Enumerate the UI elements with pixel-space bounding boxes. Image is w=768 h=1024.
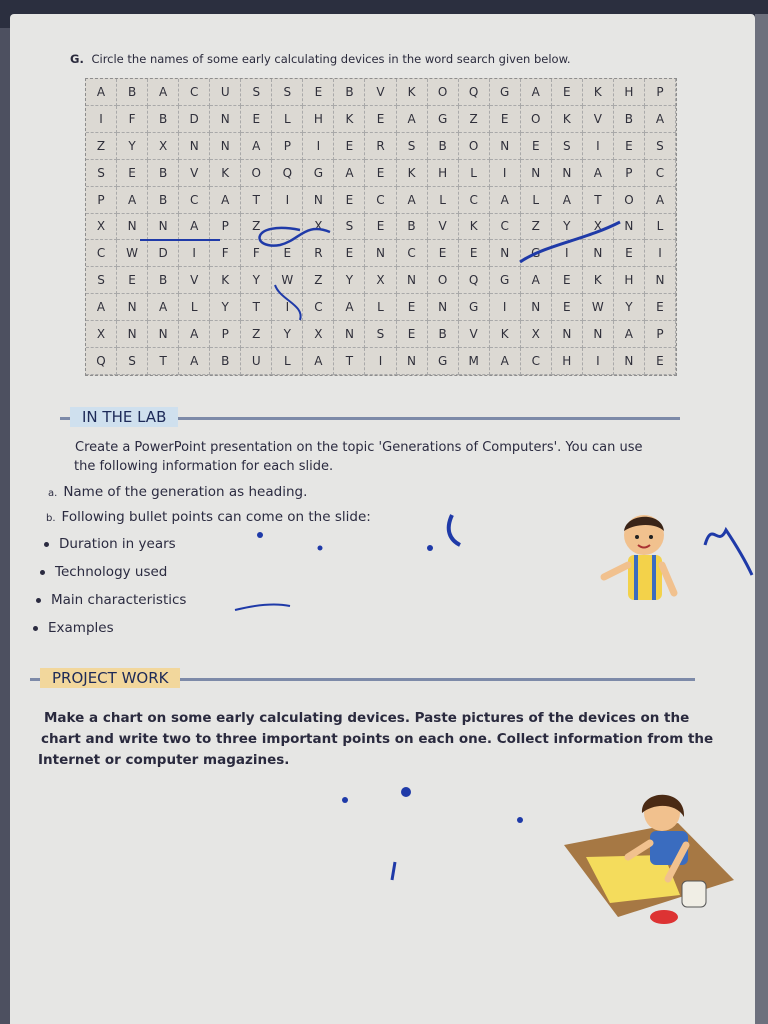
in-the-lab-banner (60, 407, 680, 427)
grid-cell: N (148, 321, 179, 348)
grid-cell: A (210, 187, 241, 214)
grid-cell: N (428, 294, 459, 321)
grid-cell: E (552, 79, 583, 106)
grid-cell: W (272, 267, 303, 294)
grid-cell: C (179, 187, 210, 214)
grid-cell: A (334, 160, 365, 187)
grid-cell: N (490, 240, 521, 267)
grid-cell: Q (459, 267, 490, 294)
boy-illustration (596, 505, 688, 615)
grid-cell: V (179, 267, 210, 294)
grid-cell: H (552, 348, 583, 375)
word-search-grid (85, 78, 677, 376)
grid-cell: Z (521, 214, 552, 241)
grid-cell: A (583, 160, 614, 187)
grid-cell: V (179, 160, 210, 187)
grid-cell: A (179, 348, 210, 375)
grid-cell: E (241, 106, 272, 133)
grid-cell: E (397, 294, 428, 321)
grid-cell: N (210, 106, 241, 133)
grid-cell: B (148, 267, 179, 294)
grid-cell: B (148, 160, 179, 187)
grid-cell: T (241, 294, 272, 321)
grid-cell: C (521, 348, 552, 375)
bullet-examples: Examples (48, 620, 114, 636)
grid-cell: A (86, 79, 117, 106)
grid-cell: I (272, 187, 303, 214)
grid-cell: K (552, 106, 583, 133)
grid-cell: C (397, 240, 428, 267)
grid-cell: A (552, 187, 583, 214)
grid-cell: Y (241, 267, 272, 294)
grid-cell: O (428, 79, 459, 106)
grid-cell: E (365, 160, 396, 187)
grid-cell: N (583, 240, 614, 267)
grid-cell: O (241, 160, 272, 187)
grid-cell: Y (334, 267, 365, 294)
grid-cell: V (428, 214, 459, 241)
grid-cell (272, 214, 303, 241)
grid-cell: A (148, 79, 179, 106)
grid-cell: L (428, 187, 459, 214)
grid-cell: C (459, 187, 490, 214)
grid-cell: E (645, 348, 676, 375)
grid-cell: F (210, 240, 241, 267)
grid-cell: N (117, 214, 148, 241)
bullet-characteristics: Main characteristics (51, 592, 187, 608)
grid-cell: E (272, 240, 303, 267)
grid-cell: B (210, 348, 241, 375)
grid-cell: K (397, 160, 428, 187)
grid-cell: T (148, 348, 179, 375)
grid-cell: N (148, 214, 179, 241)
lab-heading: IN THE LAB (70, 407, 178, 427)
grid-cell: D (179, 106, 210, 133)
grid-cell: G (428, 106, 459, 133)
grid-cell: B (428, 133, 459, 160)
grid-cell: E (552, 267, 583, 294)
grid-cell: V (459, 321, 490, 348)
grid-cell: F (241, 240, 272, 267)
grid-cell: E (552, 294, 583, 321)
grid-cell: E (490, 106, 521, 133)
grid-cell: A (521, 79, 552, 106)
question-title (70, 52, 571, 66)
grid-cell: G (428, 348, 459, 375)
grid-cell: S (552, 133, 583, 160)
grid-cell: N (179, 133, 210, 160)
grid-cell: G (303, 160, 334, 187)
grid-cell: O (521, 106, 552, 133)
grid-cell: S (365, 321, 396, 348)
question-text: Circle the names of some early calculating devices in the word search given below. (91, 52, 571, 66)
question-number: G. (70, 52, 84, 66)
lab-intro: Create a PowerPoint presentation on the topic 'Generations of Computers'. You can use (75, 440, 643, 455)
grid-cell: B (334, 79, 365, 106)
grid-cell: W (583, 294, 614, 321)
grid-cell: N (614, 214, 645, 241)
grid-cell: K (583, 267, 614, 294)
grid-cell: N (552, 321, 583, 348)
grid-cell: M (459, 348, 490, 375)
grid-cell: P (86, 187, 117, 214)
grid-cell: X (86, 214, 117, 241)
girl-illustration (558, 785, 738, 935)
grid-cell: S (272, 79, 303, 106)
grid-cell: I (583, 348, 614, 375)
grid-cell: A (397, 106, 428, 133)
grid-cell: B (148, 187, 179, 214)
grid-cell: X (148, 133, 179, 160)
grid-cell: S (334, 214, 365, 241)
grid-cell: T (583, 187, 614, 214)
grid-cell: Q (272, 160, 303, 187)
grid-cell: D (148, 240, 179, 267)
bullet-technology: Technology used (55, 564, 168, 580)
grid-cell: L (521, 187, 552, 214)
project-line-1: Make a chart on some early calculating devices. Paste pictures of the devices on the (44, 710, 690, 726)
grid-cell: T (241, 187, 272, 214)
grid-cell: I (303, 133, 334, 160)
grid-cell: G (490, 267, 521, 294)
lab-item-a-mark: a. (48, 488, 58, 499)
grid-cell: N (334, 321, 365, 348)
grid-cell: N (397, 267, 428, 294)
grid-cell: I (552, 240, 583, 267)
lab-item-b-mark: b. (46, 513, 56, 524)
grid-cell: A (490, 348, 521, 375)
grid-cell: A (303, 348, 334, 375)
grid-cell: W (117, 240, 148, 267)
grid-cell: P (645, 321, 676, 348)
grid-cell: P (645, 79, 676, 106)
grid-cell: H (428, 160, 459, 187)
grid-cell: S (241, 79, 272, 106)
grid-cell: N (303, 187, 334, 214)
grid-cell: Z (241, 214, 272, 241)
grid-cell: A (614, 321, 645, 348)
grid-cell: I (272, 294, 303, 321)
grid-cell: E (645, 294, 676, 321)
grid-cell: I (365, 348, 396, 375)
grid-cell: A (490, 187, 521, 214)
grid-cell: A (179, 321, 210, 348)
grid-cell: P (272, 133, 303, 160)
grid-cell: I (583, 133, 614, 160)
lab-item-b (46, 509, 371, 525)
grid-cell: O (459, 133, 490, 160)
grid-cell: B (117, 79, 148, 106)
grid-cell: B (397, 214, 428, 241)
grid-cell: S (86, 160, 117, 187)
grid-cell: A (645, 106, 676, 133)
grid-cell: N (645, 267, 676, 294)
grid-cell: N (521, 294, 552, 321)
lab-intro-2: the following information for each slide. (74, 459, 334, 474)
project-line-2: chart and write two to three important points on each one. Collect information from the (41, 731, 714, 747)
lab-item-a-text: Name of the generation as heading. (63, 484, 308, 500)
grid-cell: X (583, 214, 614, 241)
grid-cell: G (521, 240, 552, 267)
grid-cell: A (521, 267, 552, 294)
grid-cell: E (117, 160, 148, 187)
grid-cell: Q (459, 79, 490, 106)
grid-cell: R (303, 240, 334, 267)
page-edge (755, 14, 768, 1024)
grid-cell: E (334, 240, 365, 267)
grid-cell: B (428, 321, 459, 348)
grid-cell: L (272, 106, 303, 133)
grid-cell: C (490, 214, 521, 241)
grid-cell: K (583, 79, 614, 106)
grid-cell: A (86, 294, 117, 321)
grid-cell: S (117, 348, 148, 375)
grid-cell: N (490, 133, 521, 160)
grid-cell: A (117, 187, 148, 214)
lab-item-b-text: Following bullet points can come on the slide: (61, 509, 371, 525)
grid-cell: X (86, 321, 117, 348)
project-work-banner (30, 668, 695, 688)
grid-cell: B (614, 106, 645, 133)
lab-bullet (40, 564, 167, 580)
grid-cell: G (459, 294, 490, 321)
bullet-duration: Duration in years (59, 536, 176, 552)
grid-cell: E (334, 187, 365, 214)
grid-cell: S (397, 133, 428, 160)
grid-cell: U (241, 348, 272, 375)
grid-cell: Z (459, 106, 490, 133)
grid-cell: A (241, 133, 272, 160)
grid-cell: N (117, 294, 148, 321)
grid-cell: C (86, 240, 117, 267)
grid-cell: N (552, 160, 583, 187)
grid-cell: K (459, 214, 490, 241)
grid-cell: C (303, 294, 334, 321)
grid-cell: N (583, 321, 614, 348)
grid-cell: X (303, 321, 334, 348)
grid-cell: A (148, 294, 179, 321)
grid-cell: I (645, 240, 676, 267)
grid-cell: Y (210, 294, 241, 321)
grid-cell: E (365, 106, 396, 133)
grid-cell: K (490, 321, 521, 348)
grid-cell: K (210, 160, 241, 187)
grid-cell: K (334, 106, 365, 133)
lab-bullet (44, 536, 176, 552)
lab-item-a (48, 484, 307, 500)
grid-cell: A (397, 187, 428, 214)
grid-cell: E (117, 267, 148, 294)
grid-cell: X (521, 321, 552, 348)
lab-bullet (36, 592, 186, 608)
grid-cell: E (365, 214, 396, 241)
grid-cell: N (117, 321, 148, 348)
grid-cell: E (428, 240, 459, 267)
grid-cell: L (365, 294, 396, 321)
grid-cell: L (645, 214, 676, 241)
grid-cell: E (521, 133, 552, 160)
grid-cell: E (614, 240, 645, 267)
grid-cell: I (490, 160, 521, 187)
grid-cell: K (397, 79, 428, 106)
grid-cell: A (179, 214, 210, 241)
grid-cell: T (334, 348, 365, 375)
grid-cell: C (645, 160, 676, 187)
grid-cell: U (210, 79, 241, 106)
grid-cell: X (365, 267, 396, 294)
grid-cell: C (365, 187, 396, 214)
grid-cell: Z (241, 321, 272, 348)
grid-cell: Y (552, 214, 583, 241)
grid-cell: O (428, 267, 459, 294)
grid-cell: E (614, 133, 645, 160)
grid-cell: N (397, 348, 428, 375)
grid-cell: X (303, 214, 334, 241)
grid-cell: L (179, 294, 210, 321)
grid-cell: Z (86, 133, 117, 160)
grid-cell: E (397, 321, 428, 348)
grid-cell: G (490, 79, 521, 106)
grid-cell: E (334, 133, 365, 160)
grid-cell: E (303, 79, 334, 106)
grid-cell: I (179, 240, 210, 267)
grid-cell: P (210, 321, 241, 348)
grid-cell: V (365, 79, 396, 106)
grid-cell: L (459, 160, 490, 187)
grid-cell: B (148, 106, 179, 133)
grid-cell: Y (272, 321, 303, 348)
grid-cell: P (614, 160, 645, 187)
grid-cell: S (86, 267, 117, 294)
grid-cell: N (521, 160, 552, 187)
grid-cell: C (179, 79, 210, 106)
grid-cell: A (645, 187, 676, 214)
grid-cell: Y (117, 133, 148, 160)
grid-cell: N (614, 348, 645, 375)
grid-cell: N (365, 240, 396, 267)
grid-cell: L (272, 348, 303, 375)
grid-cell: Z (303, 267, 334, 294)
grid-cell: O (614, 187, 645, 214)
grid-cell: Q (86, 348, 117, 375)
grid-cell: S (645, 133, 676, 160)
grid-cell: V (583, 106, 614, 133)
grid-cell: F (117, 106, 148, 133)
grid-cell: I (86, 106, 117, 133)
grid-cell: H (303, 106, 334, 133)
grid-cell: N (210, 133, 241, 160)
grid-cell: A (334, 294, 365, 321)
project-heading: PROJECT WORK (40, 668, 180, 688)
project-line-3: Internet or computer magazines. (38, 752, 290, 768)
grid-cell: P (210, 214, 241, 241)
lab-bullet (33, 620, 114, 636)
grid-cell: H (614, 79, 645, 106)
grid-cell: R (365, 133, 396, 160)
grid-cell: Y (614, 294, 645, 321)
grid-cell: K (210, 267, 241, 294)
grid-cell: H (614, 267, 645, 294)
grid-cell: E (459, 240, 490, 267)
grid-cell: I (490, 294, 521, 321)
